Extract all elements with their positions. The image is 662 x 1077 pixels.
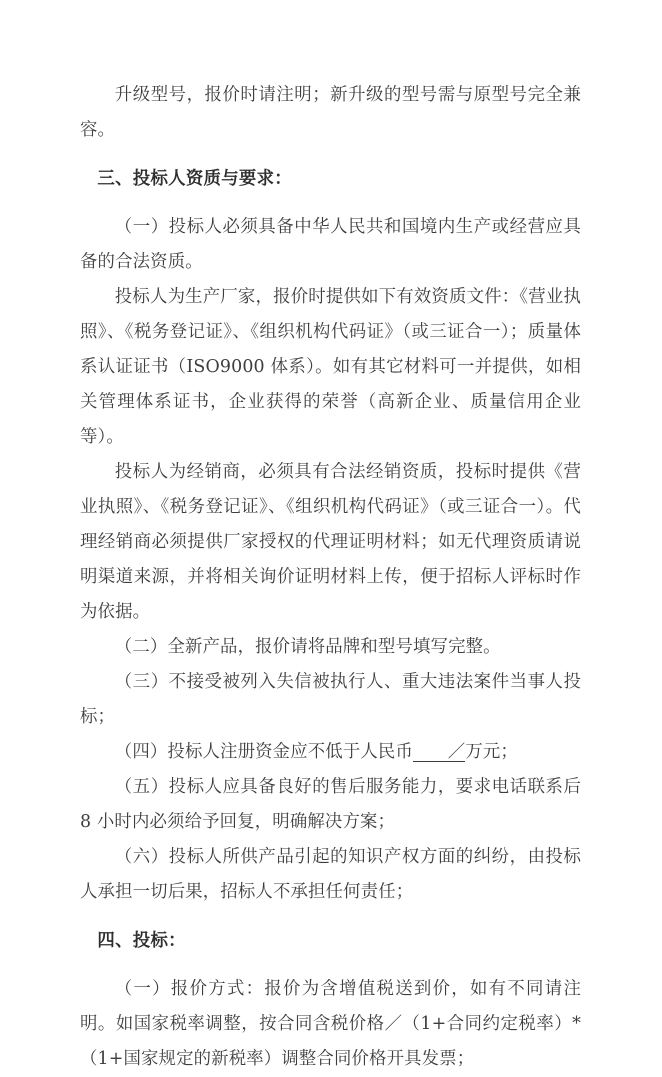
distributor-documents-paragraph: 投标人为经销商，必须具有合法经销资质，投标时提供《营业执照》、《税务登记证》、《组织机构代码证》（或三证合一）。代理经销商必须提供厂家授权的代理证明材料；如无代理资质请说明渠道来源，并将相关询价证明材料上传，便于招标人评标时作为依据。 (80, 462, 581, 622)
section-heading-three: 三、投标人资质与要求： (97, 169, 292, 189)
document-body (80, 78, 581, 1077)
clause-three-dishonest-list: （三）不接受被列入失信被执行人、重大违法案件当事人投标； (80, 672, 581, 727)
clause-six-intellectual-property: （六）投标人所供产品引起的知识产权方面的纠纷，由投标人承担一切后果，招标人不承担任何责任； (80, 847, 581, 902)
manufacturer-documents-paragraph: 投标人为生产厂家，报价时提供如下有效资质文件：《营业执照》、《税务登记证》、《组织机构代码证》（或三证合一）；质量体系认证证书（ISO9000 体系）。如有其它材料可一并提供，如相关管理体系证书，企业获得的荣誉（高新企业、质量信用企业等）。 (80, 287, 581, 447)
clause-four-registered-capital (80, 735, 581, 770)
clause-one-qualification: （一）投标人必须具备中华人民共和国境内生产或经营应具备的合法资质。 (80, 217, 581, 272)
clause-two-new-product: （二）全新产品，报价请将品牌和型号填写完整。 (114, 637, 501, 657)
clause-five-after-sales: （五）投标人应具备良好的售后服务能力，要求电话联系后8 小时内必须给予回复，明确解决方案； (80, 777, 581, 832)
registered-capital-blank[interactable]: ／ (413, 743, 465, 762)
clause-four-suffix: 万元； (465, 742, 518, 762)
bidding-price-method-paragraph: （一）报价方式：报价为含增值税送到价，如有不同请注明。如国家税率调整，按合同含税价格／（1+合同约定税率）*（1+国家规定的新税率）调整合同价格开具发票； (80, 979, 581, 1069)
section-heading-four: 四、投标： (97, 931, 186, 951)
continued-paragraph: 升级型号，报价时请注明；新升级的型号需与原型号完全兼容。 (80, 85, 581, 140)
clause-four-prefix: （四）投标人注册资金应不低于人民币 (114, 742, 413, 762)
